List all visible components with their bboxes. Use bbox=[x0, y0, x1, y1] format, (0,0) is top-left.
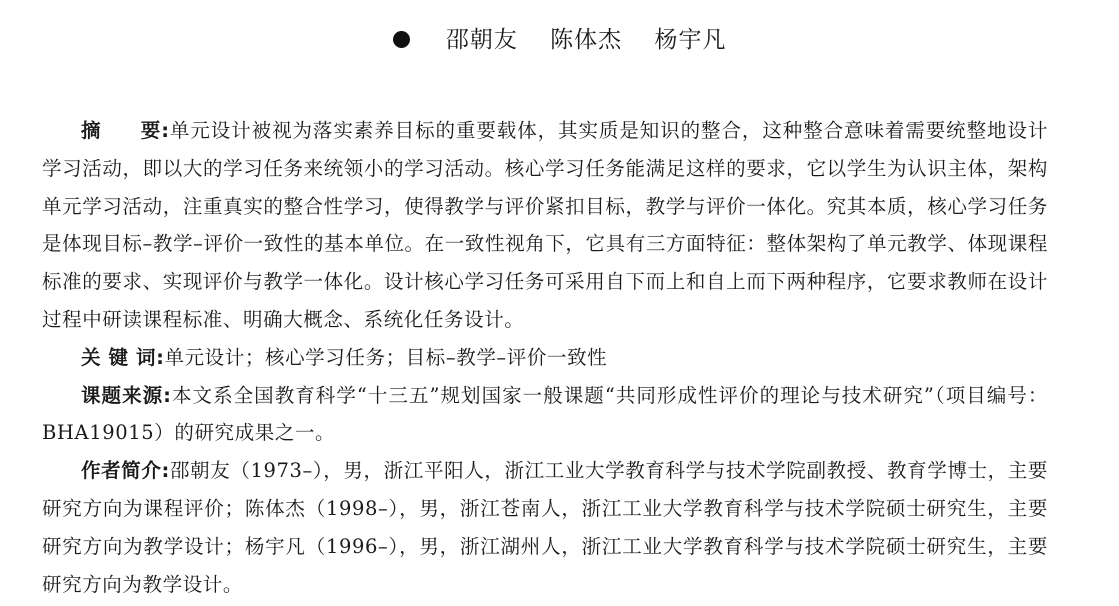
article-front-matter bbox=[42, 112, 1048, 603]
author-bio-label: 作者简介: bbox=[81, 459, 170, 483]
funding-label: 课题来源: bbox=[81, 383, 172, 407]
author-name-1: 邵朝友 bbox=[445, 27, 518, 53]
funding-text: 本文系全国教育科学“十三五”规划国家一般课题“共同形成性评价的理论与技术研究”（项目编号：BHA19015）的研究成果之一。 bbox=[42, 383, 1048, 445]
keywords-label: 关 键 词: bbox=[81, 345, 165, 369]
abstract-text: 单元设计被视为落实素养目标的重要载体，其实质是知识的整合，这种整合意味着需要统整地设计学习活动，即以大的学习任务来统领小的学习活动。核心学习任务能满足这样的要求，它以学生为认识主体，架构单元学习活动，注重真实的整合性学习，使得教学与评价紧扣目标，教学与评价一体化。究其本质，核心学习任务是体现目标–教学–评价一致性的基本单位。在一致性视角下，它具有三方面特征：整体架构了单元教学、体现课程标准的要求、实现评价与教学一体化。设计核心学习任务可采用自下而上和自上而下两种程序，它要求教师在设计过程中研读课程标准、明确大概念、系统化任务设计。 bbox=[42, 119, 1048, 331]
abstract-label: 摘 要: bbox=[81, 119, 170, 142]
abstract-paragraph bbox=[42, 112, 1048, 339]
author-bio-text: 邵朝友（1973–），男，浙江平阳人，浙江工业大学教育科学与技术学院副教授、教育学博士，主要研究方向为课程评价；陈体杰（1998–），男，浙江苍南人，浙江工业大学教育科学与技术学院硕士研究生，主要研究方向为教学设计；杨宇凡（1996–），男，浙江湖州人，浙江工业大学教育科学与技术学院硕士研究生，主要研究方向为教学设计。 bbox=[42, 459, 1048, 596]
author-line bbox=[0, 22, 1119, 58]
author-bio-paragraph bbox=[42, 452, 1048, 603]
keywords-text: 单元设计；核心学习任务；目标–教学–评价一致性 bbox=[164, 345, 608, 369]
keywords-paragraph bbox=[42, 339, 1048, 377]
author-name-2: 陈体杰 bbox=[550, 27, 623, 53]
filled-circle-icon bbox=[393, 31, 410, 48]
author-name-3: 杨宇凡 bbox=[654, 27, 727, 53]
funding-paragraph bbox=[42, 377, 1048, 453]
